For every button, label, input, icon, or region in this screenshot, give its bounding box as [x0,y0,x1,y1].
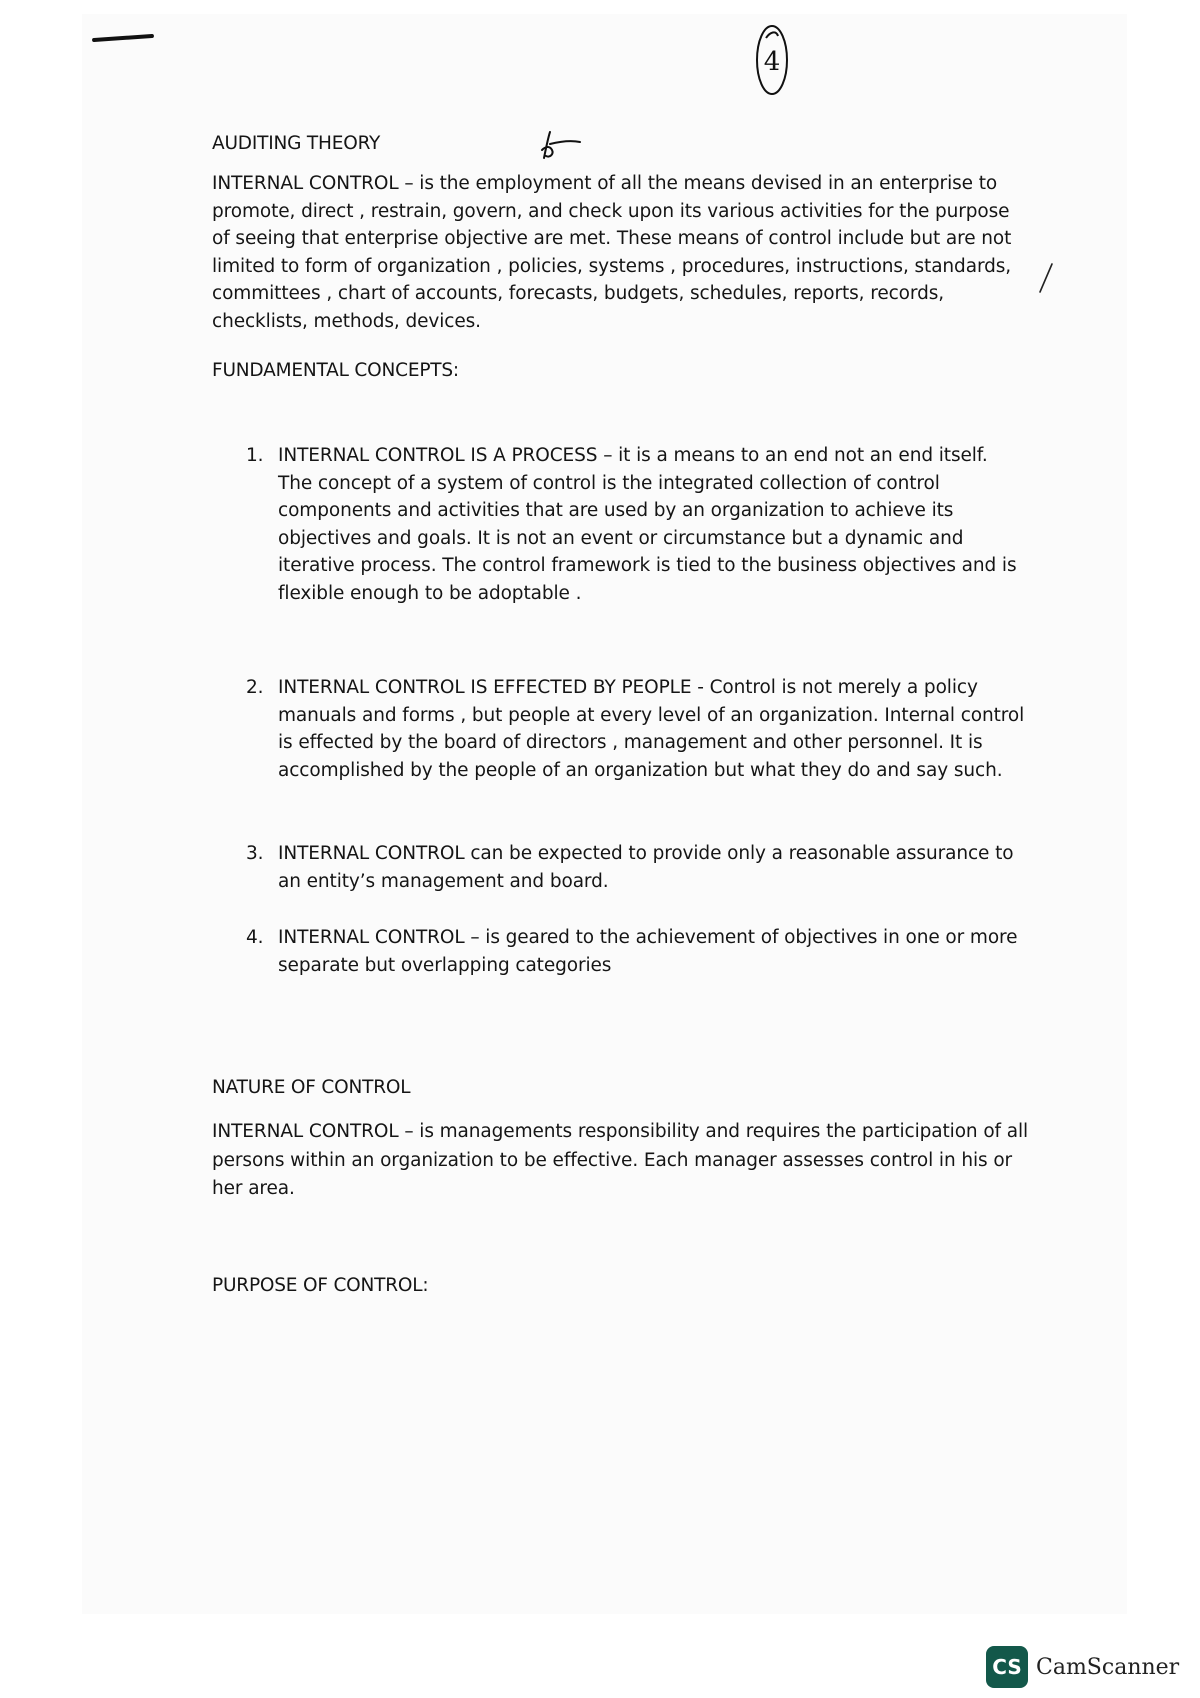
list-item [246,840,1026,895]
list-item-text: INTERNAL CONTROL IS EFFECTED BY PEOPLE - Control is not merely a policy manuals and forms , but people at every level of an organization. Internal control is effected by the board of directors , management and other personnel. It is accomplished by the people of an organization but what they do and say such. [278,677,1025,781]
nature-of-control-heading: NATURE OF CONTROL [212,1077,411,1098]
list-item-text: INTERNAL CONTROL can be expected to provide only a reasonable assurance to an entity’s management and board. [278,843,1014,892]
list-item-number: 2. [246,677,264,698]
intro-paragraph: INTERNAL CONTROL – is the employment of all the means devised in an enterprise to promote, direct , restrain, govern, and check upon its various activities for the purpose of seeing that enterprise objective are met. These means of control include but are not limited to form of organization , policies, systems , procedures, instructions, standards, committees , chart of accounts, forecasts, budgets, schedules, reports, records, checklists, methods, devices. [212,173,1012,332]
nature-of-control-paragraph: INTERNAL CONTROL – is managements responsibility and requires the participation of all persons within an organization to be effective. Each manager assesses control in his or her area. [212,1121,1029,1199]
list-item [246,924,1026,979]
document-title: AUDITING THEORY [212,133,381,154]
handwritten-page-number [752,18,792,98]
fundamental-concepts-heading: FUNDAMENTAL CONCEPTS: [212,360,459,381]
list-item-number: 4. [246,927,264,948]
list-item-text: INTERNAL CONTROL – is geared to the achievement of objectives in one or more separate but overlapping categories [278,927,1018,976]
handwritten-initial [536,128,584,164]
camscanner-watermark [986,1646,1179,1688]
pen-tick-mark [1036,262,1056,294]
list-item-number: 3. [246,843,264,864]
camscanner-brand-text: CamScanner [1036,1654,1180,1680]
list-item [246,442,1026,607]
list-item [246,674,1026,784]
camscanner-logo-icon: CS [986,1646,1028,1688]
list-item-text: INTERNAL CONTROL IS A PROCESS – it is a means to an end not an end itself. The concept of a system of control is the integrated collection of control components and activities that are used by an organization to achieve its objectives and goals. It is not an event or circumstance but a dynamic and iterative process. The control framework is tied to the business objectives and is flexible enough to be adoptable . [278,445,1017,604]
page-number-text: 4 [763,47,781,77]
list-item-number: 1. [246,445,264,466]
purpose-of-control-heading: PURPOSE OF CONTROL: [212,1275,429,1296]
